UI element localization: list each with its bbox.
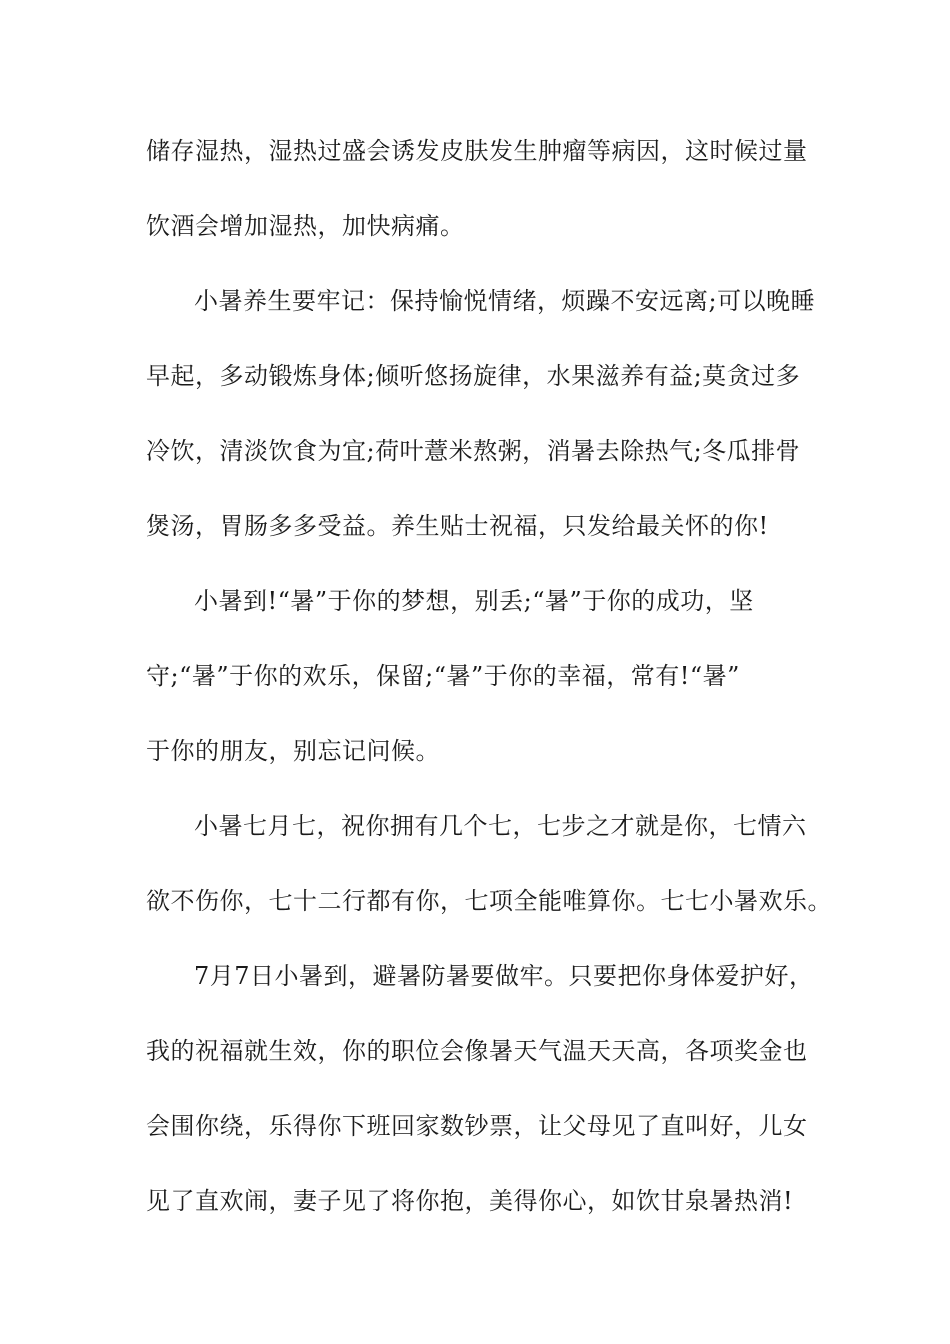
paragraph-1-line-1: 储存湿热，湿热过盛会诱发皮肤发生肿瘤等病因，这时候过量 [146, 137, 808, 165]
paragraph-4-line-2: 欲不伤你，七十二行都有你，七项全能唯算你。七七小暑欢乐。 [146, 887, 832, 915]
paragraph-1-line-2: 饮酒会增加湿热，加快病痛。 [146, 212, 465, 240]
paragraph-2-line-1: 小暑养生要牢记：保持愉悦情绪，烦躁不安远离;可以晚睡 [194, 287, 816, 315]
paragraph-3-line-2: 守;“暑”于你的欢乐，保留;“暑”于你的幸福，常有!“暑” [146, 662, 740, 690]
paragraph-2-line-2: 早起，多动锻炼身体;倾听悠扬旋律，水果滋养有益;莫贪过多 [146, 362, 801, 390]
paragraph-3-line-3: 于你的朋友，别忘记问候。 [146, 737, 440, 765]
paragraph-2-line-3: 冷饮，清淡饮食为宜;荷叶薏米熬粥，消暑去除热气;冬瓜排骨 [146, 437, 801, 465]
paragraph-5-line-3: 会围你绕，乐得你下班回家数钞票，让父母见了直叫好，儿女 [146, 1112, 808, 1140]
paragraph-3-line-1: 小暑到!“暑”于你的梦想，别丢;“暑”于你的成功，坚 [194, 587, 754, 615]
paragraph-5-line-2: 我的祝福就生效，你的职位会像暑天气温天天高，各项奖金也 [146, 1037, 808, 1065]
paragraph-5-line-1: 7月7日小暑到，避暑防暑要做牢。只要把你身体爱护好， [194, 962, 814, 990]
paragraph-4-line-1: 小暑七月七，祝你拥有几个七，七步之才就是你，七情六 [194, 812, 807, 840]
paragraph-5-line-4: 见了直欢闹，妻子见了将你抱，美得你心，如饮甘泉暑热消! [146, 1187, 794, 1215]
paragraph-2-line-4: 煲汤，胃肠多多受益。养生贴士祝福，只发给最关怀的你! [146, 512, 769, 540]
